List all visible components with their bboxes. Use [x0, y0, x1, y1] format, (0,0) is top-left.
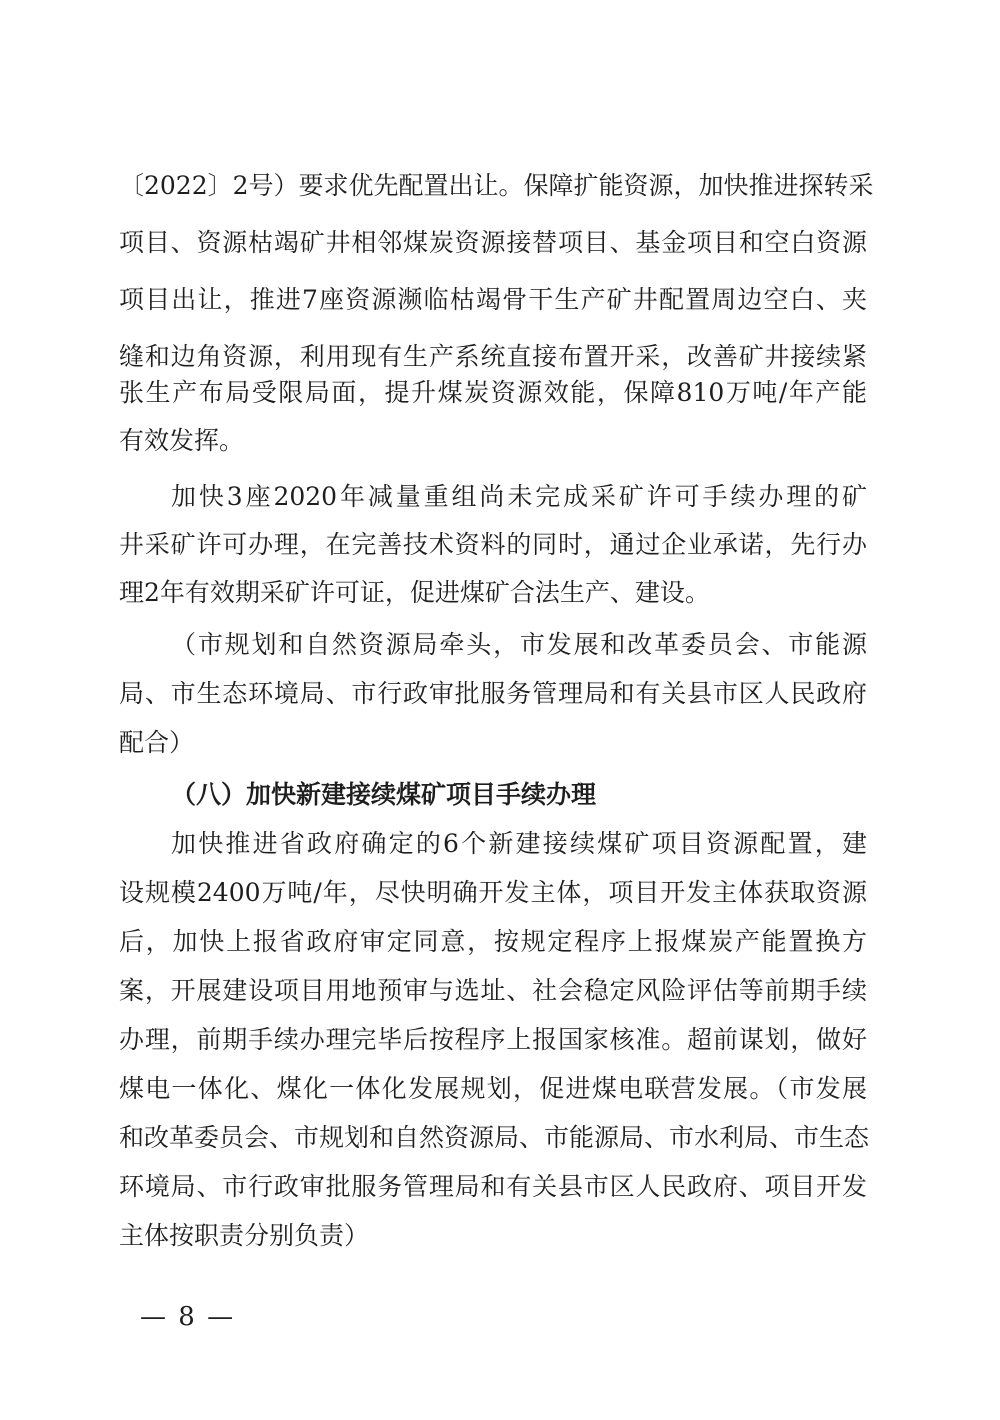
body-line: 有效发挥。: [119, 426, 245, 455]
body-line: 和改革委员会、市规划和自然资源局、市能源局、市水利局、市生态: [119, 1123, 870, 1152]
responsibility-note-line: 局、市生态环境局、市行政审批服务管理局和有关县市区人民政府: [119, 679, 867, 708]
responsibility-note-line: 配合）: [119, 728, 195, 757]
body-line: 煤电一体化、煤化一体化发展规划，促进煤电联营发展。（市发展: [119, 1074, 867, 1103]
body-line: 理2年有效期采矿许可证，促进煤矿合法生产、建设。: [119, 578, 710, 607]
body-line: 后，加快上报省政府审定同意，按规定程序上报煤炭产能置换方: [119, 927, 867, 956]
body-line: 设规模2400万吨/年，尽快明确开发主体，项目开发主体获取资源: [119, 878, 867, 907]
body-line: 案，开展建设项目用地预审与选址、社会稳定风险评估等前期手续: [119, 976, 867, 1005]
responsibility-note-first-line: （市规划和自然资源局牵头，市发展和改革委员会、市能源: [171, 630, 867, 659]
body-line: 办理，前期手续办理完毕后按程序上报国家核准。超前谋划，做好: [119, 1025, 867, 1054]
body-line: 缝和边角资源，利用现有生产系统直接布置开采，改善矿井接续紧: [119, 342, 867, 371]
section-heading: （八）加快新建接续煤矿项目手续办理: [171, 780, 597, 809]
body-line: 〔2022〕2号）要求优先配置出让。保障扩能资源，加快推进探转采: [119, 171, 874, 200]
body-line: 井采矿许可办理，在完善技术资料的同时，通过企业承诺，先行办: [119, 530, 867, 559]
body-line: 主体按职责分别负责）: [119, 1221, 370, 1250]
body-line: 张生产布局受限局面，提升煤炭资源效能，保障810万吨/年产能: [119, 378, 867, 407]
page-number: — 8 —: [140, 1302, 236, 1332]
paragraph-first-line: 加快3座2020年减量重组尚未完成采矿许可手续办理的矿: [171, 482, 867, 511]
paragraph-first-line: 加快推进省政府确定的6个新建接续煤矿项目资源配置，建: [171, 829, 867, 858]
body-line: 项目出让，推进7座资源濒临枯竭骨干生产矿井配置周边空白、夹: [119, 285, 867, 314]
body-line: 项目、资源枯竭矿井相邻煤炭资源接替项目、基金项目和空白资源: [119, 228, 867, 257]
body-line: 环境局、市行政审批服务管理局和有关县市区人民政府、项目开发: [119, 1172, 867, 1201]
